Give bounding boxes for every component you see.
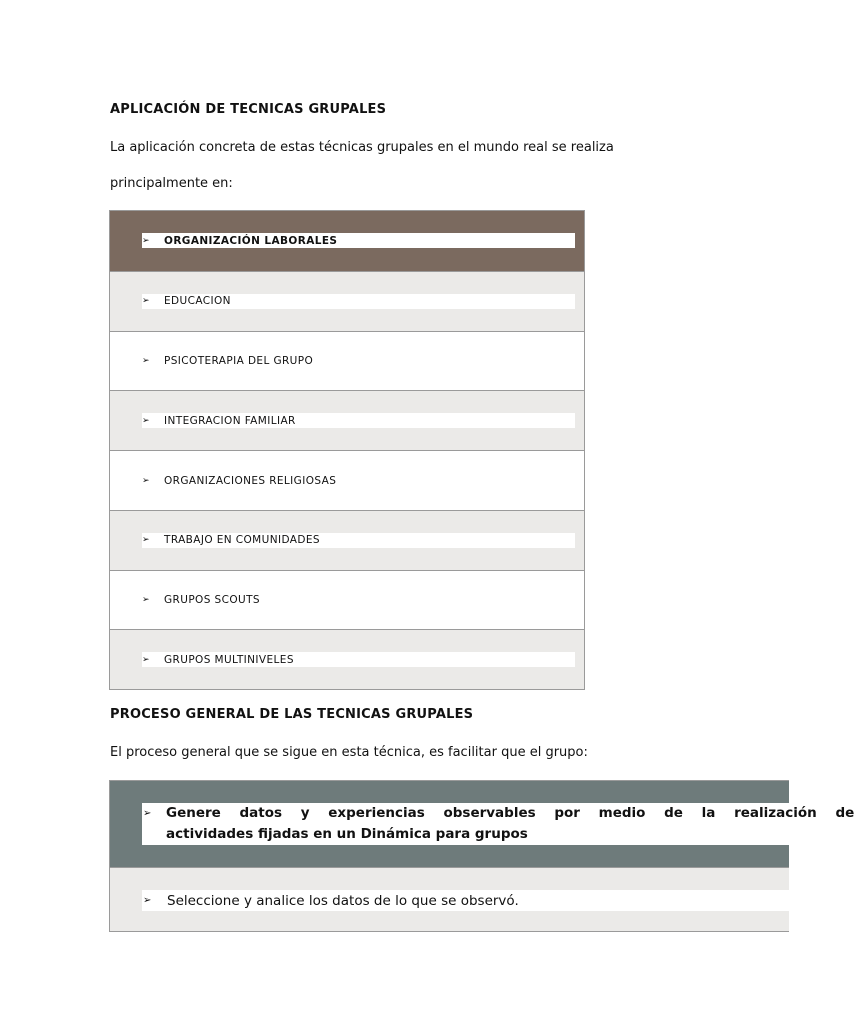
table-row	[110, 510, 584, 570]
list-item-label: ORGANIZACIÓN LABORALES	[164, 234, 338, 247]
list-item-label: EDUCACION	[164, 295, 231, 308]
table-row	[110, 271, 584, 331]
list-item-label: TRABAJO EN COMUNIDADES	[164, 534, 320, 547]
table-cell	[142, 593, 575, 608]
arrow-bullet-icon: ➢	[142, 595, 150, 605]
arrow-bullet-icon: ➢	[142, 356, 150, 366]
table-row	[110, 450, 584, 510]
process-item-2: Seleccione y analice los datos de lo que se observó.	[167, 892, 519, 909]
arrow-bullet-icon: ➢	[142, 415, 150, 426]
process-item-1-line2: actividades fijadas en un Dinámica para grupos	[166, 826, 528, 842]
table-row	[110, 390, 584, 450]
section1-intro-line2: principalmente en:	[110, 176, 233, 191]
section2-intro: El proceso general que se sigue en esta técnica, es facilitar que el grupo:	[110, 745, 588, 760]
table-row	[110, 781, 854, 867]
table-cell	[142, 233, 575, 248]
section2-title: PROCESO GENERAL DE LAS TECNICAS GRUPALES	[110, 707, 474, 722]
table-cell	[142, 413, 575, 428]
arrow-bullet-icon: ➢	[142, 235, 150, 246]
arrow-bullet-icon: ➢	[142, 475, 150, 486]
table-row	[110, 570, 584, 630]
table-cell	[142, 354, 575, 369]
table-row	[110, 331, 584, 391]
table-cell	[142, 652, 575, 667]
table-row	[110, 867, 789, 931]
arrow-bullet-icon: ➢	[142, 296, 150, 307]
arrow-bullet-icon: ➢	[143, 895, 152, 906]
table-row	[110, 211, 584, 271]
arrow-bullet-icon: ➢	[142, 535, 150, 546]
list-item-label: GRUPOS MULTINIVELES	[164, 653, 294, 666]
table-cell	[142, 803, 854, 845]
arrow-bullet-icon: ➢	[143, 808, 152, 819]
table-cell	[142, 890, 789, 911]
table-cell	[142, 294, 575, 309]
process-table	[109, 780, 854, 932]
table-row	[110, 629, 584, 689]
table-cell	[142, 473, 575, 488]
table-cell	[142, 533, 575, 548]
list-item-label: GRUPOS SCOUTS	[164, 594, 260, 606]
section1-title: APLICACIÓN DE TECNICAS GRUPALES	[110, 102, 387, 117]
process-item-1-line1: Genere datos y experiencias observables por medio de la realización de	[166, 805, 854, 821]
applications-table	[109, 210, 585, 690]
arrow-bullet-icon: ➢	[142, 654, 150, 665]
list-item-label: PSICOTERAPIA DEL GRUPO	[164, 355, 314, 367]
section1-intro-line1: La aplicación concreta de estas técnicas grupales en el mundo real se realiza	[110, 140, 614, 155]
list-item-label: INTEGRACION FAMILIAR	[164, 414, 296, 427]
list-item-label: ORGANIZACIONES RELIGIOSAS	[164, 474, 337, 487]
